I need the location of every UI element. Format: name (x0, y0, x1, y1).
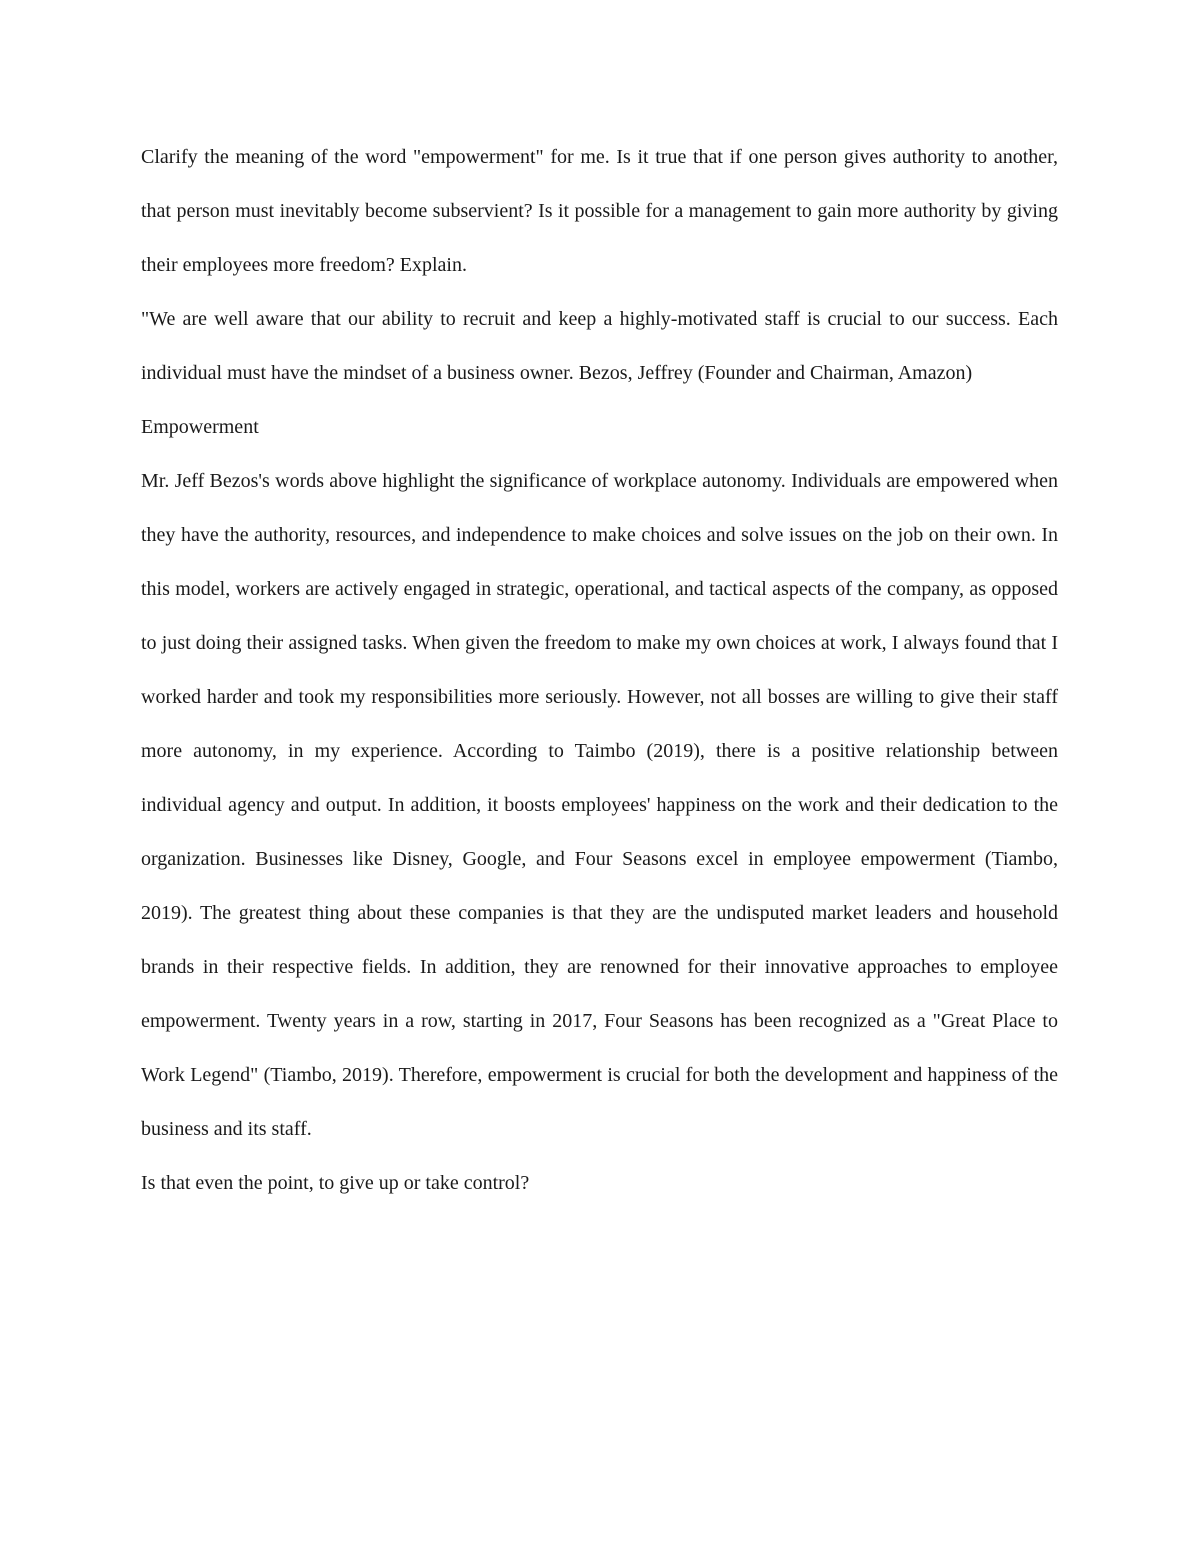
quote-paragraph: "We are well aware that our ability to recruit and keep a highly-motivated staff is crucial to our success. Each individual must have the mindset of a business owner. Bezos, Jeffrey (Founder and Chairman, Amazon) (141, 308, 1058, 384)
section-heading: Empowerment (141, 416, 259, 438)
closing-question: Is that even the point, to give up or take control? (141, 1172, 530, 1194)
body-paragraph: Mr. Jeff Bezos's words above highlight the significance of workplace autonomy. Individuals are empowered when they have the authority, resources, and independence to make choices and solve issues on the job on their own. In this model, workers are actively engaged in strategic, operational, and tactical aspects of the company, as opposed to just doing their assigned tasks. When given the freedom to make my own choices at work, I always found that I worked harder and took my responsibilities more seriously. However, not all bosses are willing to give their staff more autonomy, in my experience. According to Taimbo (2019), there is a positive relationship between individual agency and output. In addition, it boosts employees' happiness on the work and their dedication to the organization. Businesses like Disney, Google, and Four Seasons excel in employee empowerment (Tiambo, 2019). The greatest thing about these companies is that they are the undisputed market leaders and household brands in their respective fields. In addition, they are renowned for their innovative approaches to employee empowerment. Twenty years in a row, starting in 2017, Four Seasons has been recognized as a "Great Place to Work Legend" (Tiambo, 2019). Therefore, empowerment is crucial for both the development and happiness of the business and its staff. (141, 470, 1058, 1140)
question-paragraph: Clarify the meaning of the word "empowerment" for me. Is it true that if one person gives authority to another, that person must inevitably become subservient? Is it possible for a management to gain more authority by giving their employees more freedom? Explain. (141, 146, 1058, 276)
document-body (141, 130, 1058, 1210)
